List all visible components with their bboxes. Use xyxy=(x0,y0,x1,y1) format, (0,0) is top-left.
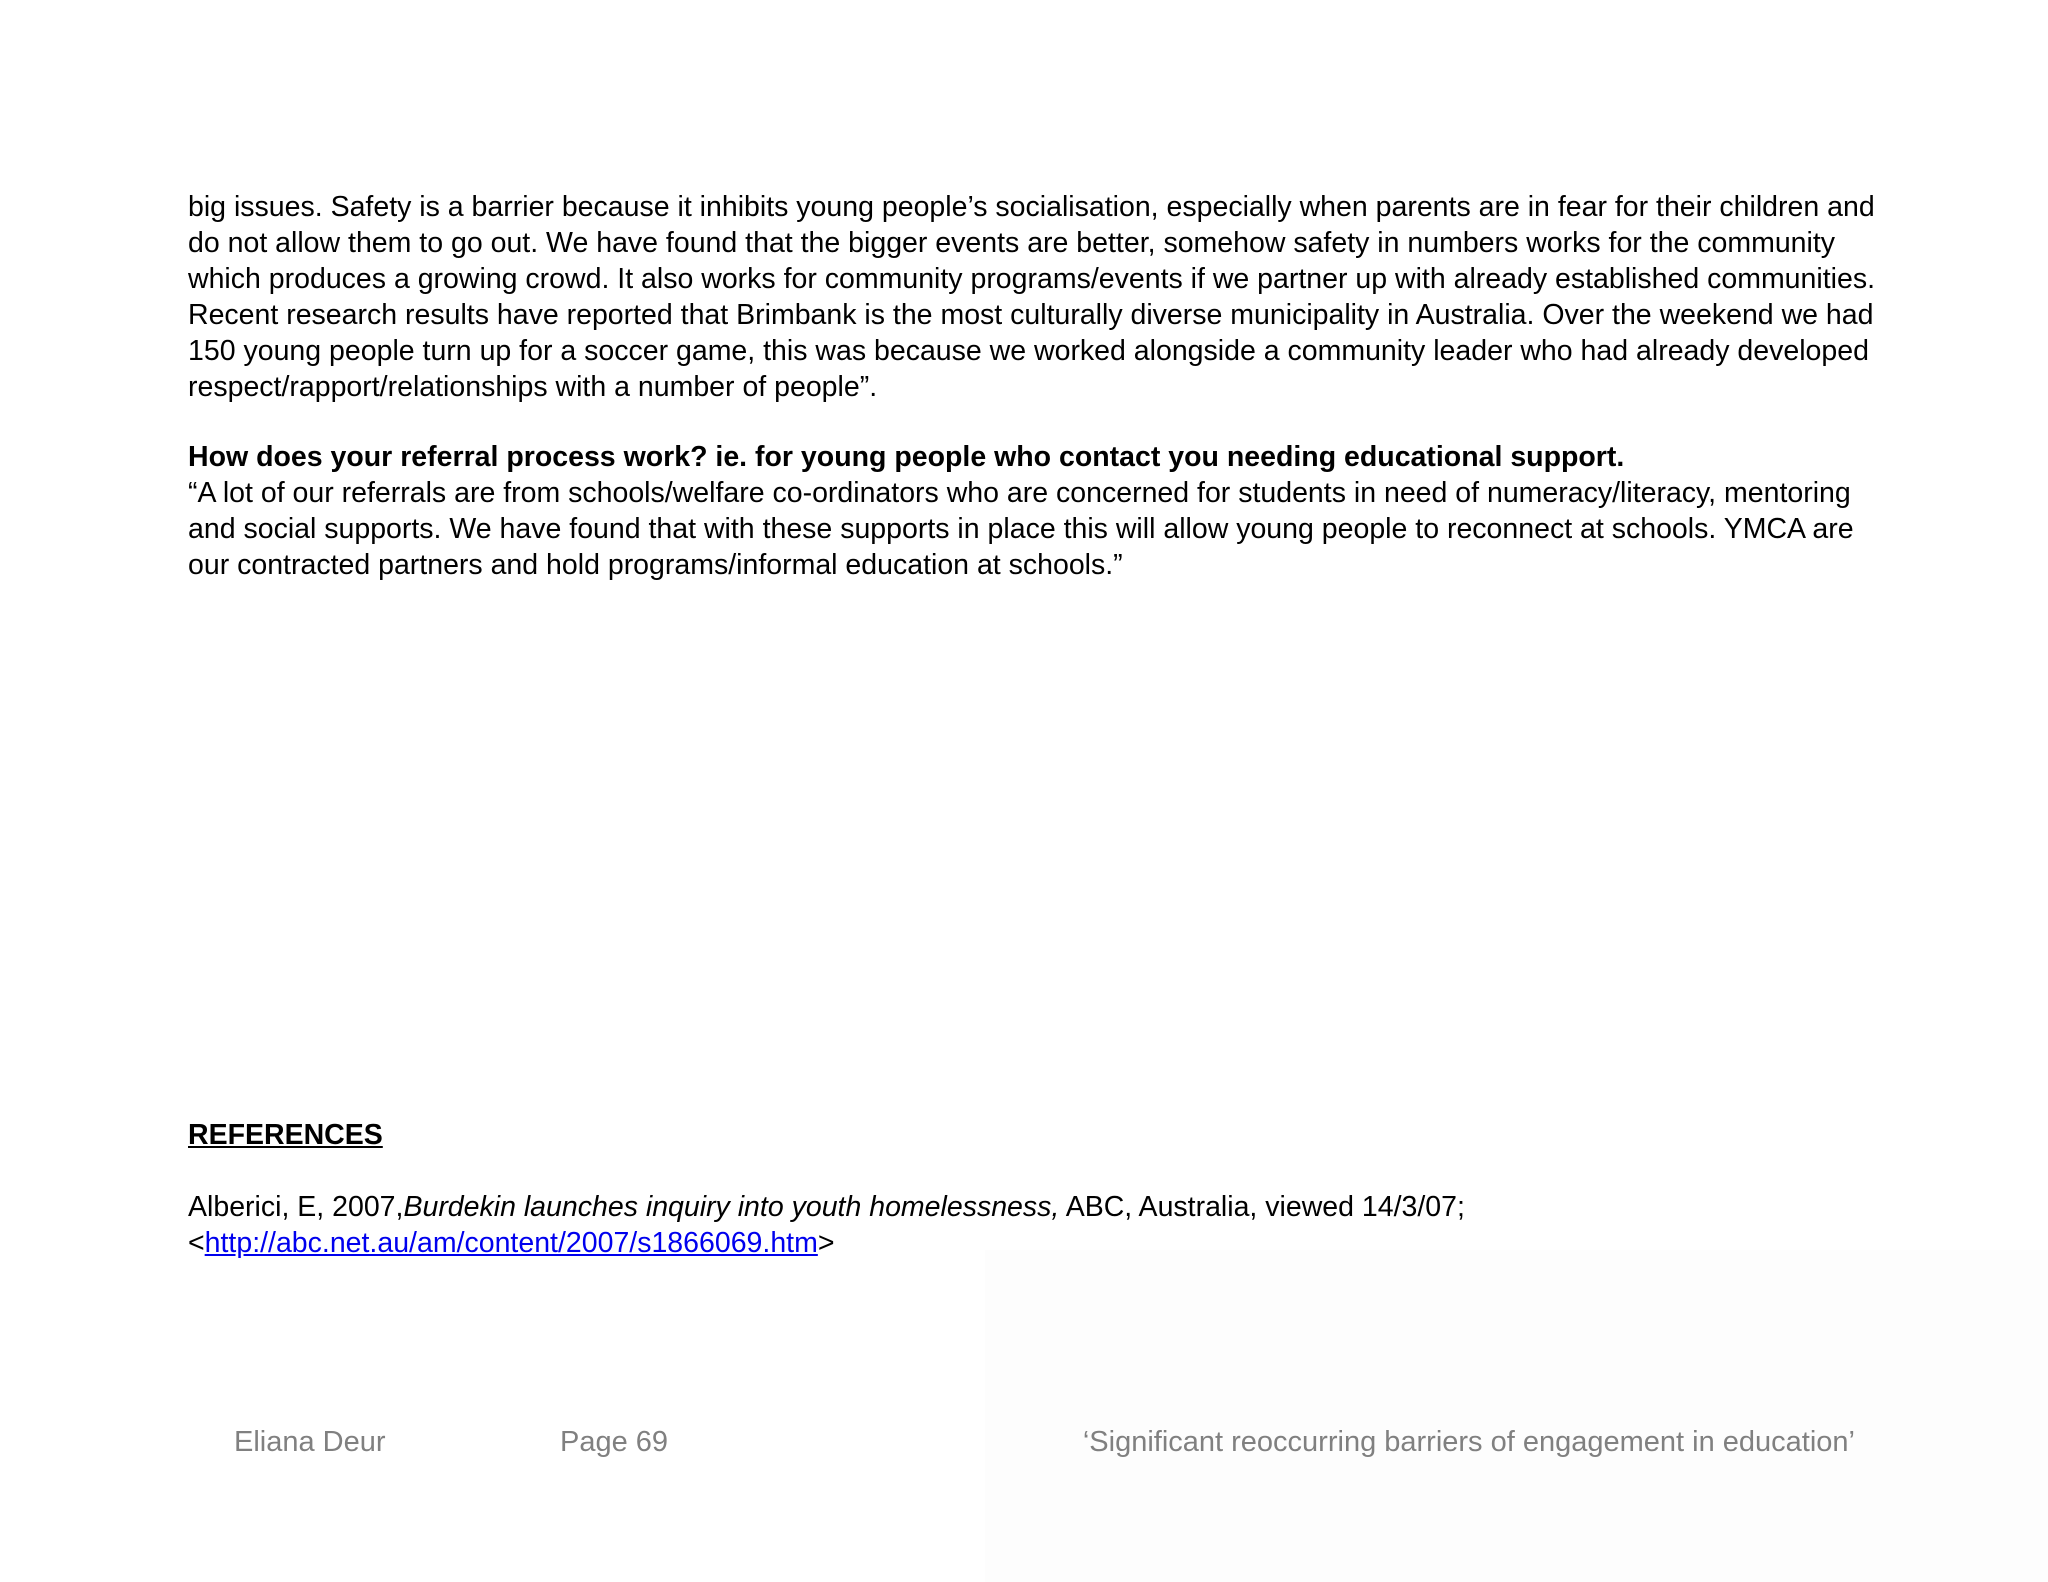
reference-entry xyxy=(188,1189,1888,1261)
reference-publisher: ABC, Australia, viewed 14/3/07;< xyxy=(188,1191,1465,1259)
body-paragraph: big issues. Safety is a barrier because it inhibits young people’s socialisation, especially when parents are in fear for their children and do not allow them to go out. We have found that the bigger events are better, somehow safety in numbers works for the community which produces a growing crowd. It also works for community programs/events if we partner up with already established communities. Recent research results have reported that Brimbank is the most culturally diverse municipality in Australia. Over the weekend we had 150 young people turn up for a soccer game, this was because we worked alongside a community leader who had already developed respect/rapport/relationships with a number of people”. xyxy=(188,191,1875,403)
answer-paragraph: “A lot of our referrals are from schools/welfare co-ordinators who are concerned for students in need of numeracy/literacy, mentoring and social supports. We have found that with these supports in place this will allow young people to reconnect at schools. YMCA are our contracted partners and hold programs/informal education at schools.” xyxy=(188,477,1854,581)
question-heading: How does your referral process work? ie. for young people who contact you needing educational support. xyxy=(188,441,1625,473)
reference-author-year: Alberici, E, 2007, xyxy=(188,1191,404,1223)
footer-author: Eliana Deur xyxy=(234,1426,386,1458)
reference-closing: > xyxy=(817,1227,835,1259)
footer-document-title: ‘Significant reoccurring barriers of engagement in education’ xyxy=(1082,1426,1855,1458)
reference-title: Burdekin launches inquiry into youth homelessness, xyxy=(403,1191,1060,1223)
references-heading: REFERENCES xyxy=(188,1119,383,1151)
page-shade xyxy=(985,1250,2048,1582)
footer-page-number: Page 69 xyxy=(560,1426,669,1458)
reference-url-link[interactable]: http://abc.net.au/am/content/2007/s1866069.htm xyxy=(204,1227,818,1259)
